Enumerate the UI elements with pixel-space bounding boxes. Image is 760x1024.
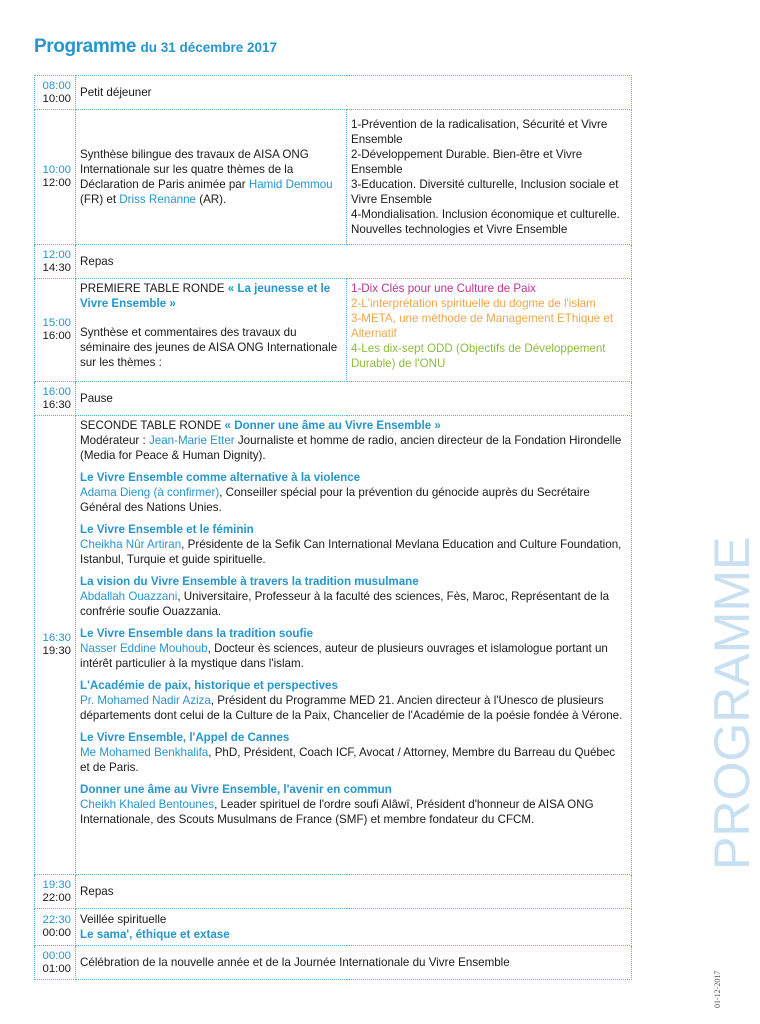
speaker-description: , Universitaire, Professeur à la faculté des sciences, Fès, Maroc, Représentant de la confrérie soufie Ouazzania. xyxy=(80,590,610,618)
session-title: Le Vivre Ensemble, l'Appel de Cannes xyxy=(80,731,290,744)
speaker-name: Abdallah Ouazzani xyxy=(80,590,178,603)
time-cell xyxy=(35,279,76,382)
start-time: 08:00 xyxy=(42,79,71,92)
round-table-label: PREMIERE TABLE RONDE xyxy=(80,282,228,295)
schedule-row xyxy=(35,875,632,909)
schedule-row xyxy=(35,110,632,245)
time-cell xyxy=(35,875,76,909)
time-cell xyxy=(35,76,76,110)
end-time: 01:00 xyxy=(42,962,71,975)
animator-name: Hamid Demmou xyxy=(248,178,333,191)
page-title xyxy=(34,36,277,58)
schedule-row xyxy=(35,245,632,279)
time-cell xyxy=(35,110,76,245)
speaker-description: , Docteur ès sciences, auteur de plusieurs ouvrages et islamologue portant un intérêt particulier à la mystique dans l'islam. xyxy=(80,642,608,670)
session-block xyxy=(80,730,627,775)
schedule-row xyxy=(35,76,632,110)
synthesis-mid: (FR) et xyxy=(80,193,120,206)
moderator-name: Jean-Marie Etter xyxy=(148,434,235,447)
start-time: 22:30 xyxy=(42,914,71,926)
session-block xyxy=(80,678,627,723)
speaker-name: Adama Dieng (à confirmer) xyxy=(80,486,220,499)
end-time: 00:00 xyxy=(42,927,71,939)
speaker-name: Pr. Mohamed Nadir Aziza xyxy=(80,694,211,707)
time-cell xyxy=(35,245,76,279)
schedule-row xyxy=(35,946,632,980)
schedule-row xyxy=(35,382,632,416)
speaker-description: , Présidente de la Sefik Can International Mevlana Education and Culture Foundation, Istanbul, Turquie et guide spirituelle. xyxy=(80,538,622,566)
session-title: Le Vivre Ensemble et le féminin xyxy=(80,523,254,536)
session-title: Le Vivre Ensemble dans la tradition soufie xyxy=(80,627,314,640)
speaker-name: Cheikha Nûr Artiran xyxy=(80,538,182,551)
synthesis-end: (AR). xyxy=(195,193,227,206)
moderator-description: Journaliste et homme de radio, ancien directeur de la Fondation Hirondelle (Media for Peace & Human Dignity). xyxy=(80,434,622,462)
activity-cell: Petit déjeuner xyxy=(76,76,632,110)
speaker-name: Me Mohamed Benkhalifa xyxy=(80,746,209,759)
end-time: 14:30 xyxy=(42,261,71,274)
speaker-name: Cheikh Khaled Bentounes xyxy=(80,798,215,811)
synthesis-cell xyxy=(76,110,347,245)
themes-cell xyxy=(347,110,632,245)
end-time: 22:00 xyxy=(42,891,71,904)
schedule-row xyxy=(35,279,632,382)
animator-name: Driss Renanne xyxy=(119,193,196,206)
time-cell xyxy=(35,416,76,875)
time-cell xyxy=(35,909,76,946)
speaker-description: , Leader spirituel de l'ordre soufi Alâwî, Président d'honneur de AISA ONG Internationale, des Scouts Musulmans de France (SMF) et membre fondateur du CFCM. xyxy=(80,798,594,826)
end-time: 16:00 xyxy=(42,330,71,342)
round-table-cell xyxy=(76,279,347,382)
start-time: 00:00 xyxy=(42,949,71,962)
theme-item: 3-Education. Diversité culturelle, Inclusion sociale et Vivre Ensemble xyxy=(351,178,619,206)
side-label: PROGRAMME xyxy=(704,536,760,870)
time-cell xyxy=(35,946,76,980)
start-time: 12:00 xyxy=(42,248,71,261)
session-block xyxy=(80,574,627,619)
session-title: Donner une âme au Vivre Ensemble, l'avenir en commun xyxy=(80,783,392,796)
activity-cell: Repas xyxy=(76,875,632,909)
theme-item: 3-META, une méthode de Management EThique et Alternatif xyxy=(351,312,614,340)
moderator-label: Modérateur : xyxy=(80,434,149,447)
theme-item: 4-Les dix-sept ODD (Objectifs de Développement Durable) de l'ONU xyxy=(351,342,606,370)
theme-item: 2-Développement Durable. Bien-être et Vivre Ensemble xyxy=(351,148,583,176)
schedule-row xyxy=(35,909,632,946)
synthesis-text: Synthèse bilingue des travaux de AISA ONG Internationale sur les quatre thèmes de la Déclaration de Paris animée par xyxy=(80,148,309,191)
activity-cell: Célébration de la nouvelle année et de la Journée Internationale du Vivre Ensemble xyxy=(76,946,632,980)
start-time: 15:00 xyxy=(42,317,71,329)
session-title: Le Vivre Ensemble comme alternative à la violence xyxy=(80,471,361,484)
activity-cell: Repas xyxy=(76,245,632,279)
session-title: La vision du Vivre Ensemble à travers la tradition musulmane xyxy=(80,575,419,588)
session-block xyxy=(80,522,627,567)
end-time: 16:30 xyxy=(42,398,71,411)
schedule-row xyxy=(35,416,632,875)
footer-date: 01-12-2017 xyxy=(713,970,722,1008)
start-time: 16:30 xyxy=(42,632,71,644)
round-table-description: Synthèse et commentaires des travaux du séminaire des jeunes de AISA ONG Internationale sur les thèmes : xyxy=(80,326,338,369)
round-table-label: SECONDE TABLE RONDE xyxy=(80,419,225,432)
activity-cell xyxy=(76,909,632,946)
programme-table xyxy=(34,75,632,980)
round-table-cell xyxy=(76,416,632,875)
theme-item: 4-Mondialisation. Inclusion économique et culturelle. Nouvelles technologies et Vivre Ensemble xyxy=(351,208,620,236)
speaker-description: , Président du Programme MED 21. Ancien directeur à l'Unesco de plusieurs départements dont celui de la Culture de la Paix, Chancelier de l'Académie de la poésie fondée à Vérone. xyxy=(80,694,623,722)
end-time: 12:00 xyxy=(42,177,71,189)
theme-item: 1-Dix Clés pour une Culture de Paix xyxy=(351,282,536,295)
end-time: 19:30 xyxy=(42,645,71,657)
end-time: 10:00 xyxy=(42,92,71,105)
activity-subtitle: Le sama', éthique et extase xyxy=(80,928,230,941)
themes-cell xyxy=(347,279,632,382)
session-block xyxy=(80,626,627,671)
speaker-description: , Conseiller spécial pour la prévention du génocide auprès du Secrétaire Général des Nations Unies. xyxy=(80,486,590,514)
theme-item: 1-Prévention de la radicalisation, Sécurité et Vivre Ensemble xyxy=(351,118,608,146)
theme-item: 2-L'interprétation spirituelle du dogme de l'islam xyxy=(351,297,596,310)
activity-cell: Pause xyxy=(76,382,632,416)
start-time: 19:30 xyxy=(42,878,71,891)
round-table-title: « La jeunesse et le Vivre Ensemble » xyxy=(80,282,331,310)
title-date: du 31 décembre 2017 xyxy=(140,40,278,55)
time-cell xyxy=(35,382,76,416)
session-block xyxy=(80,782,627,827)
speaker-name: Nasser Eddine Mouhoub xyxy=(80,642,208,655)
title-main: Programme xyxy=(34,36,136,57)
activity-title: Veillée spirituelle xyxy=(80,913,167,926)
start-time: 16:00 xyxy=(42,385,71,398)
session-block xyxy=(80,470,627,515)
start-time: 10:00 xyxy=(42,164,71,176)
speaker-description: , PhD, Président, Coach ICF, Avocat / Attorney, Membre du Barreau du Québec et de Paris. xyxy=(80,746,616,774)
round-table-title: « Donner une âme au Vivre Ensemble » xyxy=(224,419,441,432)
session-title: L'Académie de paix, historique et perspectives xyxy=(80,679,338,692)
